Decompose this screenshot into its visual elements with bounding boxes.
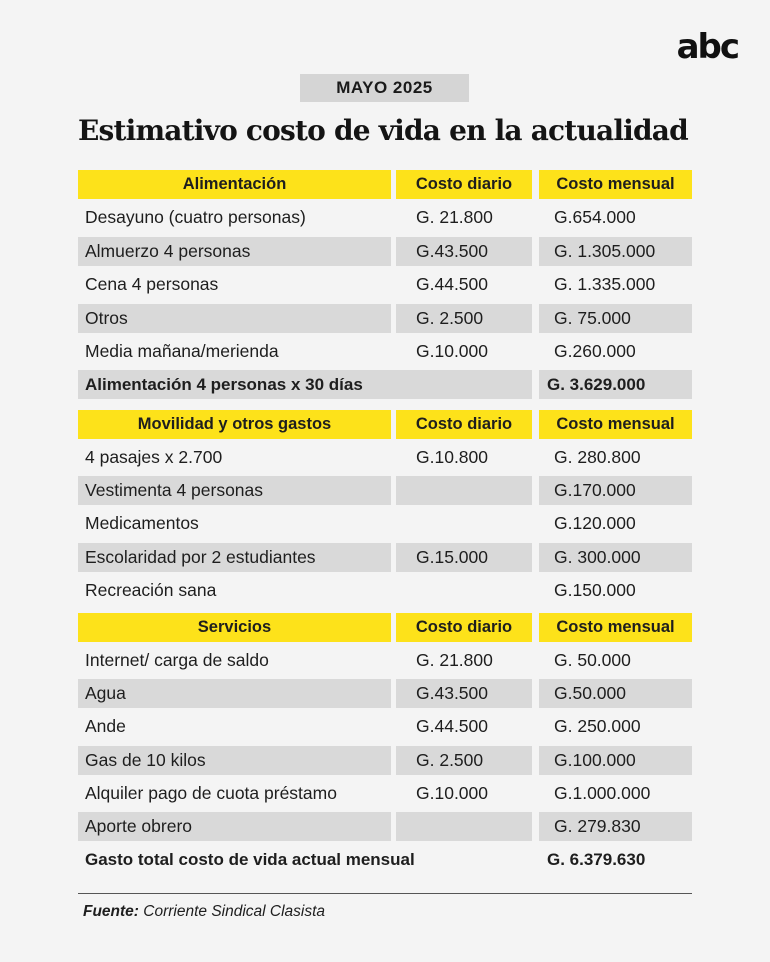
- monthly-cost: G.654.000: [554, 207, 636, 227]
- table-row: [0, 812, 770, 841]
- daily-cost: G.10.000: [416, 341, 488, 361]
- daily-cost: G.44.500: [416, 274, 488, 294]
- subtotal-value: G. 3.629.000: [539, 370, 692, 399]
- monthly-cost: G. 1.305.000: [539, 237, 692, 266]
- source-label: Fuente:: [83, 903, 139, 920]
- monthly-cost: G. 279.830: [539, 812, 692, 841]
- item-label: Almuerzo 4 personas: [78, 237, 391, 266]
- item-label: Escolaridad por 2 estudiantes: [78, 543, 391, 572]
- subtotal-label: Alimentación 4 personas x 30 días: [78, 370, 532, 399]
- item-label: Ande: [85, 716, 126, 736]
- item-label: Aporte obrero: [78, 812, 391, 841]
- daily-cost: G.10.800: [416, 447, 488, 467]
- item-label: Media mañana/merienda: [85, 341, 279, 361]
- table-row: [0, 270, 770, 299]
- daily-cost: G. 21.800: [416, 650, 493, 670]
- monthly-cost: G. 300.000: [539, 543, 692, 572]
- item-label: Recreación sana: [85, 580, 217, 600]
- table-row: [0, 509, 770, 538]
- monthly-cost: G.170.000: [539, 476, 692, 505]
- table-row: [0, 237, 770, 266]
- grand-total-row: [0, 845, 770, 874]
- item-label: Alquiler pago de cuota préstamo: [85, 783, 337, 803]
- column-header-daily: Costo diario: [396, 410, 532, 439]
- item-label: Gas de 10 kilos: [78, 746, 391, 775]
- source-text: Corriente Sindical Clasista: [143, 903, 326, 920]
- item-label: Internet/ carga de saldo: [85, 650, 269, 670]
- section-title: Movilidad y otros gastos: [78, 410, 391, 439]
- daily-cost: G.43.500: [396, 237, 532, 266]
- monthly-cost: G.120.000: [554, 513, 636, 533]
- source-note: [83, 903, 325, 921]
- daily-cost: [396, 476, 532, 505]
- daily-cost: G. 2.500: [396, 746, 532, 775]
- date-badge: MAYO 2025: [300, 74, 469, 102]
- daily-cost: G.10.000: [416, 783, 488, 803]
- daily-cost: [396, 509, 532, 538]
- monthly-cost: G. 250.000: [554, 716, 641, 736]
- page-title: Estimativo costo de vida en la actualidad: [78, 114, 688, 147]
- daily-cost: G. 2.500: [396, 304, 532, 333]
- subtotal-row: [0, 370, 770, 399]
- item-label: 4 pasajes x 2.700: [85, 447, 223, 467]
- monthly-cost: G. 50.000: [554, 650, 631, 670]
- item-label: Vestimenta 4 personas: [78, 476, 391, 505]
- section-title: Alimentación: [78, 170, 391, 199]
- item-label: Agua: [78, 679, 391, 708]
- abc-logo: abc: [676, 27, 738, 67]
- section-header-alimentacion: [0, 170, 770, 199]
- monthly-cost: G. 75.000: [539, 304, 692, 333]
- table-row: [0, 337, 770, 366]
- monthly-cost: G.50.000: [539, 679, 692, 708]
- monthly-cost: G.260.000: [554, 341, 636, 361]
- table-row: [0, 646, 770, 675]
- daily-cost: [396, 576, 532, 605]
- item-label: Medicamentos: [85, 513, 199, 533]
- column-header-monthly: Costo mensual: [539, 170, 692, 199]
- monthly-cost: G.150.000: [554, 580, 636, 600]
- table-row: [0, 543, 770, 572]
- column-header-daily: Costo diario: [396, 170, 532, 199]
- table-row: [0, 476, 770, 505]
- section-header-movilidad: [0, 410, 770, 439]
- monthly-cost: G. 280.800: [554, 447, 641, 467]
- table-row: [0, 443, 770, 472]
- column-header-daily: Costo diario: [396, 613, 532, 642]
- daily-cost: G. 21.800: [416, 207, 493, 227]
- table-row: [0, 712, 770, 741]
- daily-cost: G.44.500: [416, 716, 488, 736]
- section-header-servicios: [0, 613, 770, 642]
- divider: [78, 893, 692, 894]
- column-header-monthly: Costo mensual: [539, 613, 692, 642]
- table-row: [0, 746, 770, 775]
- table-row: [0, 203, 770, 232]
- item-label: Desayuno (cuatro personas): [85, 207, 306, 227]
- daily-cost: G.15.000: [396, 543, 532, 572]
- grand-total-value: G. 6.379.630: [547, 849, 646, 869]
- daily-cost: G.43.500: [396, 679, 532, 708]
- monthly-cost: G.1.000.000: [554, 783, 651, 803]
- item-label: Otros: [78, 304, 391, 333]
- table-row: [0, 576, 770, 605]
- item-label: Cena 4 personas: [85, 274, 219, 294]
- table-row: [0, 779, 770, 808]
- monthly-cost: G. 1.335.000: [554, 274, 656, 294]
- table-row: [0, 304, 770, 333]
- column-header-monthly: Costo mensual: [539, 410, 692, 439]
- section-title: Servicios: [78, 613, 391, 642]
- monthly-cost: G.100.000: [539, 746, 692, 775]
- daily-cost: [396, 812, 532, 841]
- table-row: [0, 679, 770, 708]
- grand-total-label: Gasto total costo de vida actual mensual: [85, 849, 415, 869]
